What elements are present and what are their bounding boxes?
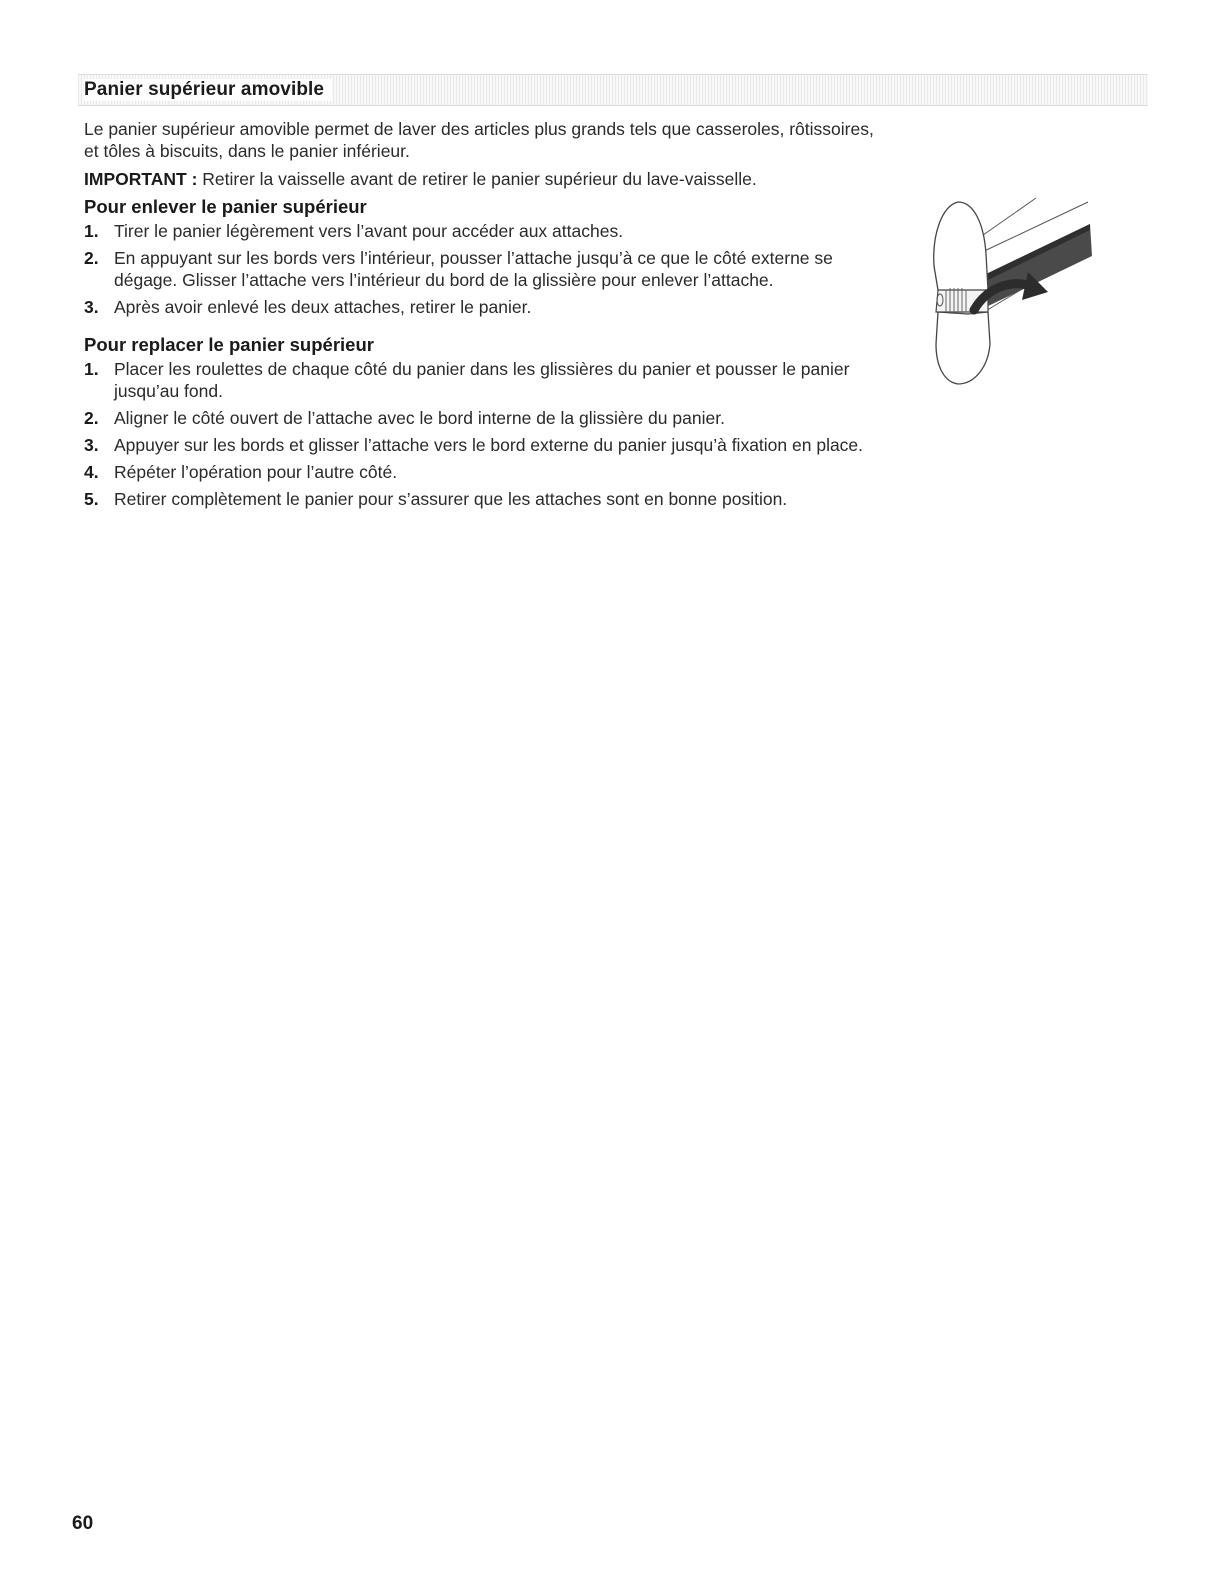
important-note (84, 168, 874, 190)
page-number: 60 (72, 1513, 94, 1534)
list-item (84, 247, 874, 291)
step-text: En appuyant sur les bords vers l’intérieur, pousser l’attache jusqu’à ce que le côté externe se dégage. Glisser l’attache vers l’intérieur du bord de la glissière pour enlever l’attache. (114, 248, 833, 290)
replace-steps-list (84, 358, 874, 510)
step-text: Après avoir enlevé les deux attaches, retirer le panier. (114, 297, 532, 317)
section-header (78, 74, 1148, 106)
step-text: Appuyer sur les bords et glisser l’attache vers le bord externe du panier jusqu’à fixation en place. (114, 435, 864, 455)
step-text: Aligner le côté ouvert de l’attache avec le bord interne de la glissière du panier. (114, 408, 725, 428)
list-item (84, 488, 874, 510)
remove-heading: Pour enlever le panier supérieur (84, 196, 367, 217)
main-content (84, 118, 874, 515)
list-item (84, 461, 874, 483)
step-number: 1. (84, 221, 99, 241)
step-number: 4. (84, 462, 99, 482)
remove-steps-list (84, 220, 874, 318)
step-number: 2. (84, 248, 99, 268)
step-number: 3. (84, 297, 99, 317)
step-text: Tirer le panier légèrement vers l’avant pour accéder aux attaches. (114, 221, 624, 241)
list-item (84, 358, 874, 402)
step-text: Retirer complètement le panier pour s’assurer que les attaches sont en bonne position. (114, 489, 788, 509)
step-number: 2. (84, 408, 99, 428)
list-item (84, 407, 874, 429)
section-title: Panier supérieur amovible (84, 79, 332, 101)
list-item (84, 220, 874, 242)
important-text: Retirer la vaisselle avant de retirer le panier supérieur du lave-vaisselle. (197, 169, 757, 189)
step-text: Répéter l’opération pour l’autre côté. (114, 462, 398, 482)
step-text: Placer les roulettes de chaque côté du panier dans les glissières du panier et pousser le panier jusqu’au fond. (114, 359, 850, 401)
list-item (84, 296, 874, 318)
step-number: 5. (84, 489, 99, 509)
intro-paragraph: Le panier supérieur amovible permet de laver des articles plus grands tels que casseroles, rôtissoires, et tôles à biscuits, dans le panier inférieur. (84, 119, 874, 161)
step-number: 1. (84, 359, 99, 379)
rack-clip-removal-illustration (918, 194, 1118, 390)
step-number: 3. (84, 435, 99, 455)
list-item (84, 434, 874, 456)
important-label: IMPORTANT : (84, 169, 198, 189)
replace-heading: Pour replacer le panier supérieur (84, 334, 374, 355)
